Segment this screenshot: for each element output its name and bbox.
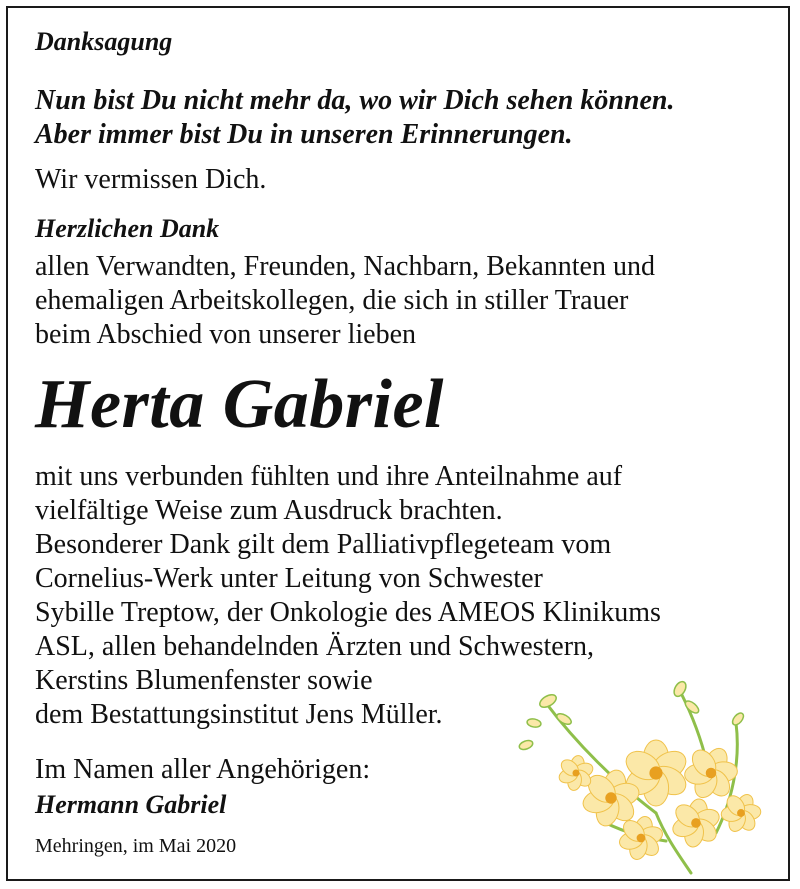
deceased-name: Herta Gabriel [35,366,444,443]
paragraph-line: Kerstins Blumenfenster sowie [35,665,373,696]
signer-name: Hermann Gabriel [35,790,227,819]
paragraph-line: Cornelius-Werk unter Leitung von Schwester [35,563,543,594]
paragraph-line: dem Bestattungsinstitut Jens Müller. [35,699,443,730]
paragraph-line: ehemaligen Arbeitskollegen, die sich in stiller Trauer [35,285,629,316]
thanks-paragraph [35,250,655,352]
freesia-flowers-icon [506,663,776,878]
miss-line: Wir vermissen Dich. [35,164,267,195]
paragraph-line: vielfältige Weise zum Ausdruck brachten. [35,495,503,526]
place-date: Mehringen, im Mai 2020 [35,835,237,857]
paragraph-line: beim Abschied von unserer lieben [35,319,417,350]
paragraph-line: mit uns verbunden fühlten und ihre Anteilnahme auf [35,461,623,492]
quote-line: Nun bist Du nicht mehr da, wo wir Dich sehen können. [35,85,675,116]
obituary-notice [6,6,790,881]
memorial-quote [35,84,675,152]
paragraph-line: Besonderer Dank gilt dem Palliativpflegeteam vom [35,529,612,560]
paragraph-line: Sybille Treptow, der Onkologie des AMEOS Klinikums [35,597,661,628]
quote-line: Aber immer bist Du in unseren Erinnerungen. [35,119,573,150]
paragraph-line: allen Verwandten, Freunden, Nachbarn, Bekannten und [35,251,655,282]
paragraph-line: ASL, allen behandelnden Ärzten und Schwestern, [35,631,595,662]
thanks-heading: Herzlichen Dank [35,214,220,243]
closing-line: Im Namen aller Angehörigen: [35,754,371,785]
notice-heading: Danksagung [35,27,173,56]
